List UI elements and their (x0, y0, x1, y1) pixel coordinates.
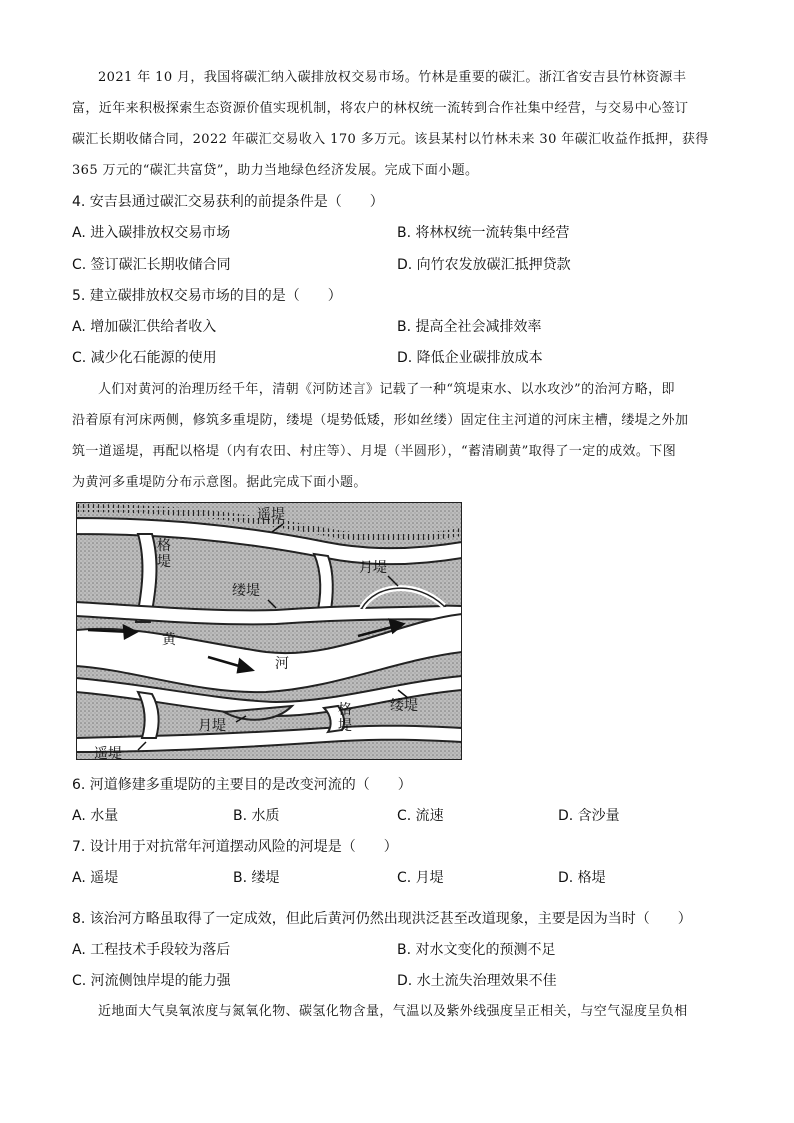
label-yaodi-top: 遥堤 (257, 507, 285, 523)
label-gedi-bottom: 格堤 (338, 702, 352, 734)
passage-line: 2021 年 10 月，我国将碳汇纳入碳排放权交易市场。竹林是重要的碳汇。浙江省安吉县竹林资源丰 (98, 70, 687, 85)
question-6-stem: 6. 河道修建多重堤防的主要目的是改变河流的（ ） (72, 777, 412, 793)
passage-line: 为黄河多重堤防分布示意图。据此完成下面小题。 (72, 475, 367, 490)
q4-option-c[interactable]: C. 签订碳汇长期收储合同 (72, 257, 231, 273)
passage-line: 筑一道遥堤，再配以格堤（内有农田、村庄等）、月堤（半圆形），“蓄清刷黄”取得了一定的成效。下图 (72, 444, 677, 459)
q7-option-b[interactable]: B. 缕堤 (233, 870, 280, 886)
label-loudi-bottom: 缕堤 (390, 698, 418, 714)
passage-line: 近地面大气臭氧浓度与氮氧化物、碳氢化物含量，气温以及紫外线强度呈正相关，与空气湿度呈负相 (98, 1004, 688, 1019)
passage-line: 碳汇长期收储合同，2022 年碳汇交易收入 170 多万元。该县某村以竹林未来 30 年碳汇收益作抵押，获得 (72, 132, 709, 147)
question-4-stem: 4. 安吉县通过碳汇交易获利的前提条件是（ ） (72, 194, 384, 210)
q7-option-c[interactable]: C. 月堤 (397, 870, 444, 886)
passage-line: 沿着原有河床两侧，修筑多重堤防，缕堤（堤势低矮，形如丝缕）固定住主河道的河床主槽，缕堤之外加 (72, 413, 689, 428)
q4-option-b[interactable]: B. 将林权统一流转集中经营 (397, 225, 570, 241)
q5-option-b[interactable]: B. 提高全社会减排效率 (397, 319, 542, 335)
q4-option-d[interactable]: D. 向竹农发放碳汇抵押贷款 (397, 257, 571, 273)
q5-option-a[interactable]: A. 增加碳汇供给者收入 (72, 319, 217, 335)
levee-diagram (76, 502, 462, 760)
q7-option-a[interactable]: A. 遥堤 (72, 870, 119, 886)
passage-yellow-river (72, 374, 722, 498)
label-river-he: 河 (275, 656, 289, 672)
passage-carbon-sink (72, 62, 722, 186)
q7-option-d[interactable]: D. 格堤 (558, 870, 606, 886)
q6-option-b[interactable]: B. 水质 (233, 808, 280, 824)
q8-option-d[interactable]: D. 水土流失治理效果不佳 (397, 973, 557, 989)
passage-ozone (72, 996, 722, 1027)
q5-option-d[interactable]: D. 降低企业碳排放成本 (397, 350, 543, 366)
q8-option-b[interactable]: B. 对水文变化的预测不足 (397, 942, 556, 958)
passage-line: 富，近年来积极探索生态资源价值实现机制，将农户的林权统一流转到合作社集中经营，与交易中心签订 (72, 101, 689, 116)
question-8-stem: 8. 该治河方略虽取得了一定成效，但此后黄河仍然出现洪泛甚至改道现象，主要是因为当时（ ） (72, 911, 692, 927)
q6-option-a[interactable]: A. 水量 (72, 808, 119, 824)
label-yuedi-bottom: 月堤 (198, 718, 226, 734)
q8-option-a[interactable]: A. 工程技术手段较为落后 (72, 942, 231, 958)
question-5-stem: 5. 建立碳排放权交易市场的目的是（ ） (72, 288, 342, 304)
label-yuedi-top: 月堤 (359, 560, 387, 576)
passage-line: 365 万元的“碳汇共富贷”，助力当地绿色经济发展。完成下面小题。 (72, 163, 479, 178)
q8-option-c[interactable]: C. 河流侧蚀岸堤的能力强 (72, 973, 231, 989)
label-river-huang: 黄 (162, 632, 176, 648)
label-loudi-top: 缕堤 (232, 583, 260, 599)
q5-option-c[interactable]: C. 减少化石能源的使用 (72, 350, 217, 366)
q6-option-c[interactable]: C. 流速 (397, 808, 444, 824)
q6-option-d[interactable]: D. 含沙量 (558, 808, 620, 824)
passage-line: 人们对黄河的治理历经千年，清朝《河防述言》记载了一种“筑堤束水、以水攻沙”的治河方略，即 (98, 382, 675, 397)
label-yaodi-bottom: 遥堤 (94, 746, 122, 760)
label-gedi-top: 格堤 (157, 538, 171, 570)
q4-option-a[interactable]: A. 进入碳排放权交易市场 (72, 225, 231, 241)
question-7-stem: 7. 设计用于对抗常年河道摆动风险的河堤是（ ） (72, 839, 398, 855)
